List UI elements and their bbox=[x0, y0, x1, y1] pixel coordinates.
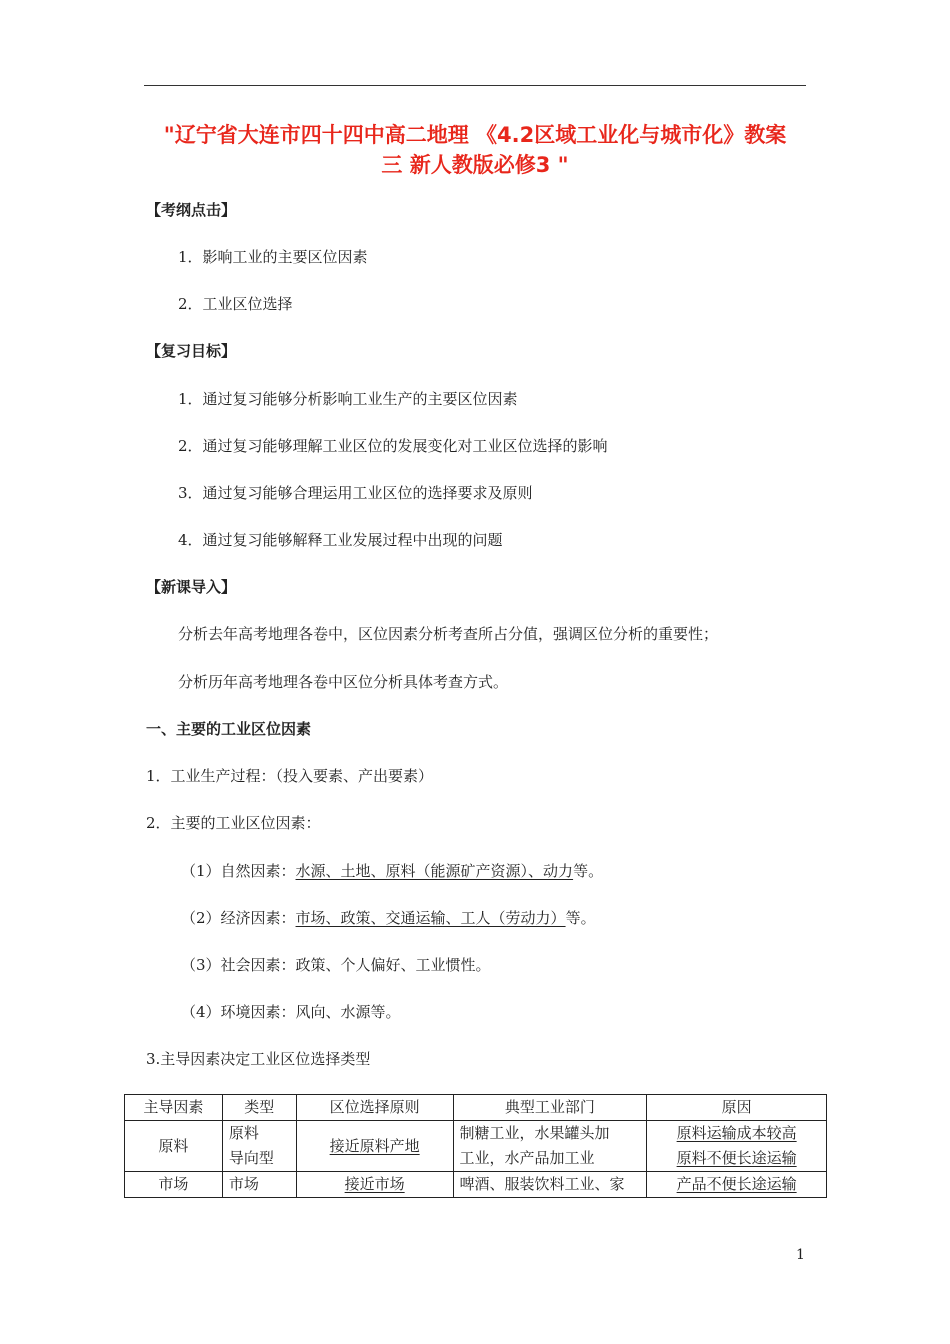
factor-label: （3）社会因素： bbox=[181, 956, 296, 974]
fuxi-item-2: 2．通过复习能够理解工业区位的发展变化对工业区位选择的影响 bbox=[178, 437, 608, 455]
table-header: 典型工业部门 bbox=[453, 1095, 647, 1121]
factor-suffix: 等。 bbox=[573, 862, 604, 880]
part1-heading: 一、主要的工业区位因素 bbox=[146, 720, 312, 738]
cell-line: 制糖工业，水果罐头加 bbox=[459, 1124, 610, 1142]
cell-text: 产品不便长途运输 bbox=[676, 1175, 797, 1193]
table-cell: 市场 bbox=[125, 1172, 223, 1198]
factor-label: （4）环境因素： bbox=[181, 1003, 296, 1021]
factor-social bbox=[181, 955, 491, 975]
factor-economic bbox=[181, 908, 596, 928]
factor-natural bbox=[181, 861, 603, 881]
title-line-2: 三 新人教版必修3 " bbox=[381, 153, 569, 177]
cell-text: 接近市场 bbox=[344, 1175, 405, 1193]
xinke-item-1: 分析去年高考地理各卷中，区位因素分析考查所占分值，强调区位分析的重要性； bbox=[178, 625, 719, 643]
section-heading-kaogang: 【考纲点击】 bbox=[146, 201, 237, 219]
document-title bbox=[140, 120, 810, 180]
fuxi-item-3: 3．通过复习能够合理运用工业区位的选择要求及原则 bbox=[178, 484, 533, 502]
factor-label: （1）自然因素： bbox=[181, 862, 296, 880]
cell-line: 原料运输成本较高 bbox=[676, 1124, 797, 1142]
section-heading-fuxi: 【复习目标】 bbox=[146, 342, 237, 360]
fuxi-item-4: 4．通过复习能够解释工业发展过程中出现的问题 bbox=[178, 531, 503, 549]
factor-environment bbox=[181, 1002, 401, 1022]
table-header: 类型 bbox=[222, 1095, 296, 1121]
table-header: 原因 bbox=[647, 1095, 827, 1121]
title-line-1: "辽宁省大连市四十四中高二地理 《4.2区域工业化与城市化》教案 bbox=[163, 123, 787, 147]
kaogang-item-2: 2．工业区位选择 bbox=[178, 295, 293, 313]
table-header: 区位选择原则 bbox=[296, 1095, 453, 1121]
table-cell: 原料 bbox=[125, 1121, 223, 1172]
cell-line: 工业，水产品加工业 bbox=[459, 1149, 595, 1167]
table-cell bbox=[296, 1121, 453, 1172]
table-row bbox=[125, 1121, 827, 1172]
table-cell: 啤酒、服装饮料工业、家 bbox=[453, 1172, 647, 1198]
table-row bbox=[125, 1172, 827, 1198]
factor-value: 水源、土地、原料（能源矿产资源）、动力 bbox=[295, 862, 574, 880]
factor-suffix: 政策、个人偏好、工业惯性。 bbox=[295, 956, 491, 974]
part1-p1: 1．工业生产过程：（投入要素、产出要素） bbox=[146, 767, 434, 785]
kaogang-item-1: 1．影响工业的主要区位因素 bbox=[178, 248, 368, 266]
factor-value: 市场、政策、交通运输、工人（劳动力） bbox=[295, 909, 566, 927]
section-heading-xinke: 【新课导入】 bbox=[146, 578, 237, 596]
cell-line: 原料 bbox=[228, 1124, 259, 1142]
part1-p2: 2．主要的工业区位因素： bbox=[146, 814, 321, 832]
location-type-table bbox=[124, 1094, 827, 1198]
table-cell bbox=[647, 1121, 827, 1172]
factor-suffix: 等。 bbox=[565, 909, 596, 927]
header-rule bbox=[144, 85, 806, 86]
table-cell bbox=[647, 1172, 827, 1198]
cell-line: 导向型 bbox=[228, 1149, 274, 1167]
table-cell bbox=[296, 1172, 453, 1198]
cell-text: 接近原料产地 bbox=[329, 1136, 420, 1155]
fuxi-item-1: 1．通过复习能够分析影响工业生产的主要区位因素 bbox=[178, 390, 518, 408]
table-cell: 市场 bbox=[222, 1172, 296, 1198]
table-header-row bbox=[125, 1095, 827, 1121]
factor-suffix: 风向、水源等。 bbox=[295, 1003, 401, 1021]
page-number: 1 bbox=[796, 1247, 805, 1263]
factor-label: （2）经济因素： bbox=[181, 909, 296, 927]
table-cell bbox=[222, 1121, 296, 1172]
xinke-item-2: 分析历年高考地理各卷中区位分析具体考查方式。 bbox=[178, 673, 509, 691]
cell-line: 原料不便长途运输 bbox=[676, 1149, 797, 1167]
table-cell bbox=[453, 1121, 647, 1172]
table-header: 主导因素 bbox=[125, 1095, 223, 1121]
part1-p3: 3.主导因素决定工业区位选择类型 bbox=[146, 1050, 371, 1068]
